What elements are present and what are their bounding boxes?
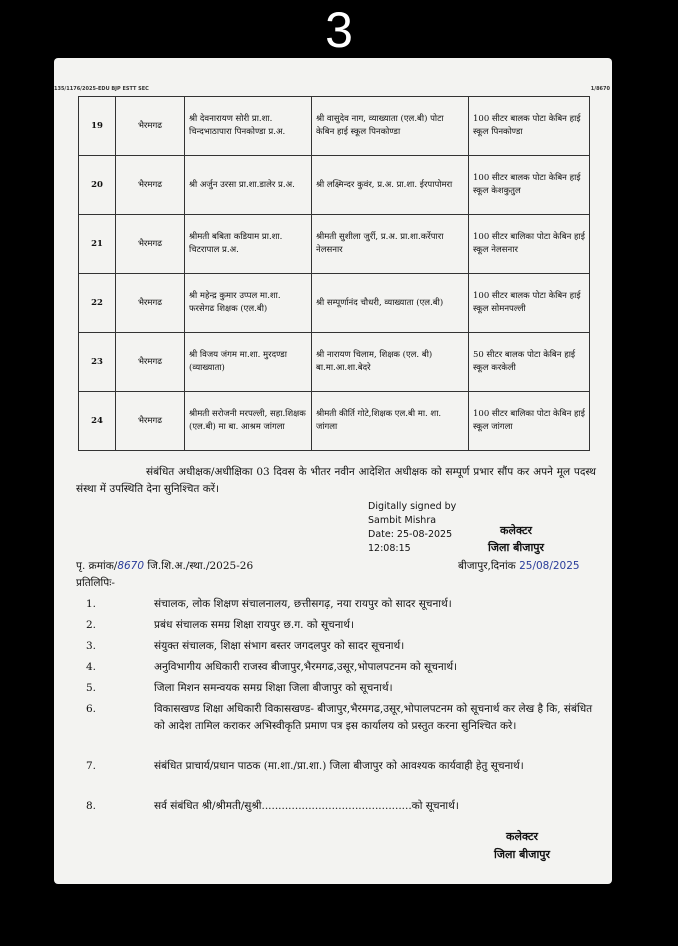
document-page (54, 58, 612, 884)
item-text: प्रबंध संचालक समग्र शिक्षा रायपुर छ.ग. को सूचनार्थ। (154, 619, 354, 631)
block-cell: भैरमगढ (116, 392, 185, 451)
current-officer-cell: श्री विजय जंगम मा.शा. मुरदण्डा (व्याख्याता) (185, 333, 312, 392)
reference-suffix: जि.शि.अ./स्था./2025-26 (144, 560, 254, 572)
handwritten-reference-number: 8670 (117, 560, 145, 572)
item-number: 7. (86, 760, 97, 772)
current-officer-cell: श्रीमती सरोजनी मरपल्ली, सहा.शिक्षक (एल.बी) मा बा. आश्रम जांगला (185, 392, 312, 451)
district: जिला बीजापुर (488, 541, 545, 554)
school-cell: 100 सीटर बालक पोटा केबिन हाई स्कूल सोमनपल्ली (469, 274, 590, 333)
new-officer-cell: श्री लक्ष्मिन्दर कुवंर, प्र.अ. प्रा.शा. ईरपापोमरा (312, 156, 469, 215)
block-cell: भैरमगढ (116, 215, 185, 274)
item-text: संयुक्त संचालक, शिक्षा संभाग बस्तर जगदलपुर को सादर सूचनार्थ। (154, 640, 405, 652)
signature-date: Date: 25-08-2025 (368, 529, 453, 540)
file-number-header: 1/8670 (590, 86, 610, 92)
school-cell: 100 सीटर बालिका पोटा केबिन हाई स्कूल नेलसनार (469, 215, 590, 274)
table-row (79, 97, 590, 156)
item-number: 3. (86, 640, 97, 652)
item-number: 1. (86, 598, 97, 610)
table-row (79, 156, 590, 215)
current-officer-cell: श्री महेन्द्र कुमार उप्पल मा.शा. फरसेगढ शिक्षक (एल.बी) (185, 274, 312, 333)
instruction-paragraph: संबंधित अधीक्षक/अधीक्षिका 03 दिवस के भीतर नवीन आदेशित अधीक्षक को सम्पूर्ण प्रभार सौंप कर अपने मूल पदस्थ संस्था में उपस्थिति देना सुनिश्चित करें। (76, 466, 596, 495)
block-cell: भैरमगढ (116, 333, 185, 392)
reference-date-line (458, 558, 580, 574)
new-officer-cell: श्रीमती कीर्ति गोटे,शिक्षक एल.बी मा. शा. जांगला (312, 392, 469, 451)
new-officer-cell: श्री नारायण चिलाम, शिक्षक (एल. बी) बा.मा.आ.शा.बेदरे (312, 333, 469, 392)
handwritten-date: 25/08/2025 (519, 560, 580, 572)
school-cell: 50 सीटर बालक पोटा केबिन हाई स्कूल करकेली (469, 333, 590, 392)
item-text: अनुविभागीय अधिकारी राजस्व बीजापुर,भैरमगढ,उसूर,भोपालपटनम को सूचनार्थ। (154, 661, 458, 673)
serial-number-cell: 20 (79, 156, 116, 215)
item-number: 2. (86, 619, 97, 631)
district: जिला बीजापुर (494, 848, 551, 861)
school-cell: 100 सीटर बालक पोटा केबिन हाई स्कूल केशकुतुल (469, 156, 590, 215)
table-row (79, 392, 590, 451)
transfer-table (78, 96, 590, 451)
serial-number-cell: 19 (79, 97, 116, 156)
item-number: 6. (86, 703, 97, 715)
signature-time: 12:08:15 (368, 543, 411, 554)
school-cell: 100 सीटर बालक पोटा केबिन हाई स्कूल पिनकोण्डा (469, 97, 590, 156)
designation: कलेक्टर (506, 830, 538, 843)
serial-number-cell: 22 (79, 274, 116, 333)
reference-place: बीजापुर,दिनांक (458, 560, 516, 572)
new-officer-cell: श्रीमती सुशीला जुर्री, प्र.अ. प्रा.शा.कर्रेपारा नेलसनार (312, 215, 469, 274)
item-text: सर्व संबंधित श्री/श्रीमती/सुश्री.............................................को सूचनार्थ। (154, 800, 459, 812)
item-number: 8. (86, 800, 97, 812)
item-number: 5. (86, 682, 97, 694)
footer-signatory (494, 828, 550, 864)
serial-number-cell: 21 (79, 215, 116, 274)
table-row (79, 274, 590, 333)
item-text: विकासखण्ड शिक्षा अधिकारी विकासखण्ड- बीजापुर,भैरमगढ,उसूर,भोपालपटनम को सूचनार्थ कर लेख है कि, संबंधित को आदेश तामिल कराकर अभिस्वीकृति प्रमाण पत्र इस कार्यालय को प्रस्तुत करना सुनिश्चित करे। (154, 703, 593, 732)
reference-prefix: पृ. क्रमांक/ (76, 560, 118, 572)
current-officer-cell: श्रीमती बबिता कडियाम प्रा.शा. चिटरापाल प्र.अ. (185, 215, 312, 274)
item-text: संबंधित प्राचार्य/प्रधान पाठक (मा.शा./प्रा.शा.) जिला बीजापुर को आवश्यक कार्यवाही हेतु सूचनार्थ। (154, 760, 524, 772)
signature-line: Digitally signed by (368, 501, 457, 512)
school-cell: 100 सीटर बालिका पोटा केबिन हाई स्कूल जांगला (469, 392, 590, 451)
copy-to-label: प्रतिलिपिः- (76, 577, 115, 589)
item-text: संचालक, लोक शिक्षण संचालनालय, छत्तीसगढ़, नया रायपुर को सादर सूचनार्थ। (154, 598, 452, 610)
signer-name: Sambit Mishra (368, 515, 437, 526)
item-text: जिला मिशन समन्वयक समग्र शिक्षा जिला बीजापुर को सूचनार्थ। (154, 682, 393, 694)
current-officer-cell: श्री देवनारायण सोरी प्रा.शा. चिन्दभाठापारा पिनकोण्डा प्र.अ. (185, 97, 312, 156)
block-cell: भैरमगढ (116, 97, 185, 156)
block-cell: भैरमगढ (116, 156, 185, 215)
digital-signature (368, 500, 456, 556)
signatory-title (488, 522, 544, 556)
new-officer-cell: श्री सम्पूर्णानंद चौधरी, व्याख्याता (एल.बी) (312, 274, 469, 333)
file-reference-header: 135/1176/2025-EDU BJP ESTT SEC (54, 86, 149, 92)
table-row (79, 215, 590, 274)
designation: कलेक्टर (500, 524, 532, 537)
new-officer-cell: श्री वासुदेव नाग, व्याख्याता (एल.बी) पोटा केबिन हाई स्कूल पिनकोण्डा (312, 97, 469, 156)
current-officer-cell: श्री अर्जुन उरसा प्रा.शा.डालेर प्र.अ. (185, 156, 312, 215)
page-number: 3 (325, 2, 353, 58)
item-number: 4. (86, 661, 97, 673)
serial-number-cell: 24 (79, 392, 116, 451)
block-cell: भैरमगढ (116, 274, 185, 333)
serial-number-cell: 23 (79, 333, 116, 392)
table-row (79, 333, 590, 392)
